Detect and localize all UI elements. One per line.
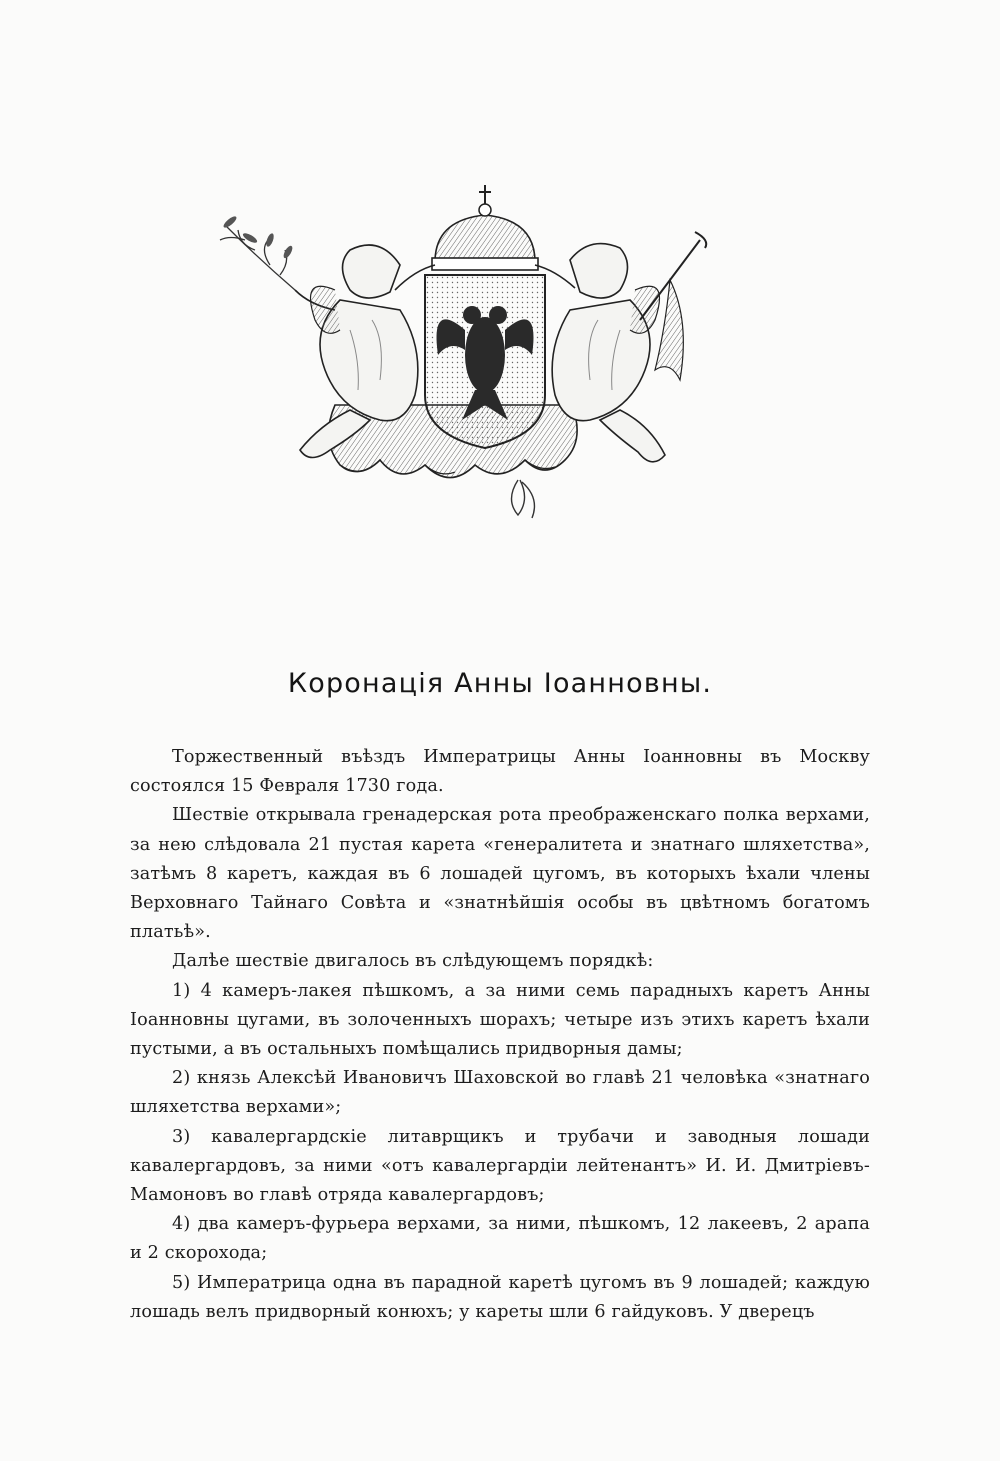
page-title: Коронація Анны Іоанновны.: [287, 668, 713, 699]
list-item: 3) кавалергардскіе литаврщикъ и трубачи и заводныя лошади кавалергардовъ, за ними «отъ кавалергардіи лейтенантъ» И. И. Дмитріевъ-Мамоновъ во главѣ отряда кавалергардовъ;: [130, 1126, 870, 1206]
list-item: 5) Императрица одна въ парадной каретѣ цугомъ въ 9 лошадей; каждую лошадь велъ придворный конюхъ; у кареты шли 6 гайдуковъ. У дверецъ: [130, 1272, 870, 1322]
list-item: 4) два камеръ-фурьера верхами, за ними, пѣшкомъ, 12 лакеевъ, 2 арапа и 2 скорохода;: [130, 1214, 870, 1264]
document-body: [130, 743, 870, 1327]
paragraph: Далѣе шествіе двигалось въ слѣдующемъ порядкѣ:: [172, 951, 654, 972]
paragraph: Шествіе открывала гренадерская рота преображенскаго полка верхами, за нею слѣдовала 21 пустая карета «генералитета и знатнаго шляхетства», затѣмъ 8 каретъ, каждая въ 6 лошадей цугомъ, въ которыхъ ѣхали члены Верховнаго Тайнаго Совѣта и «знатнѣйшія особы въ цвѣтномъ богатомъ платьѣ».: [130, 805, 870, 943]
paragraph: Торжественный въѣздъ Императрицы Анны Іоанновны въ Москву состоялся 15 Февраля 1730 года.: [130, 747, 870, 797]
coat-of-arms-with-cherubs-icon: [200, 180, 710, 530]
list-item: 1) 4 камеръ-лакея пѣшкомъ, а за ними семь парадныхъ каретъ Анны Іоанновны цугами, въ золоченныхъ шорахъ; четыре изъ этихъ каретъ ѣхали пустыми, а въ остальныхъ помѣщались придворныя дамы;: [130, 980, 870, 1060]
list-item: 2) князь Алексѣй Ивановичъ Шаховской во главѣ 21 человѣка «знатнаго шляхетства верхами»;: [130, 1068, 870, 1118]
